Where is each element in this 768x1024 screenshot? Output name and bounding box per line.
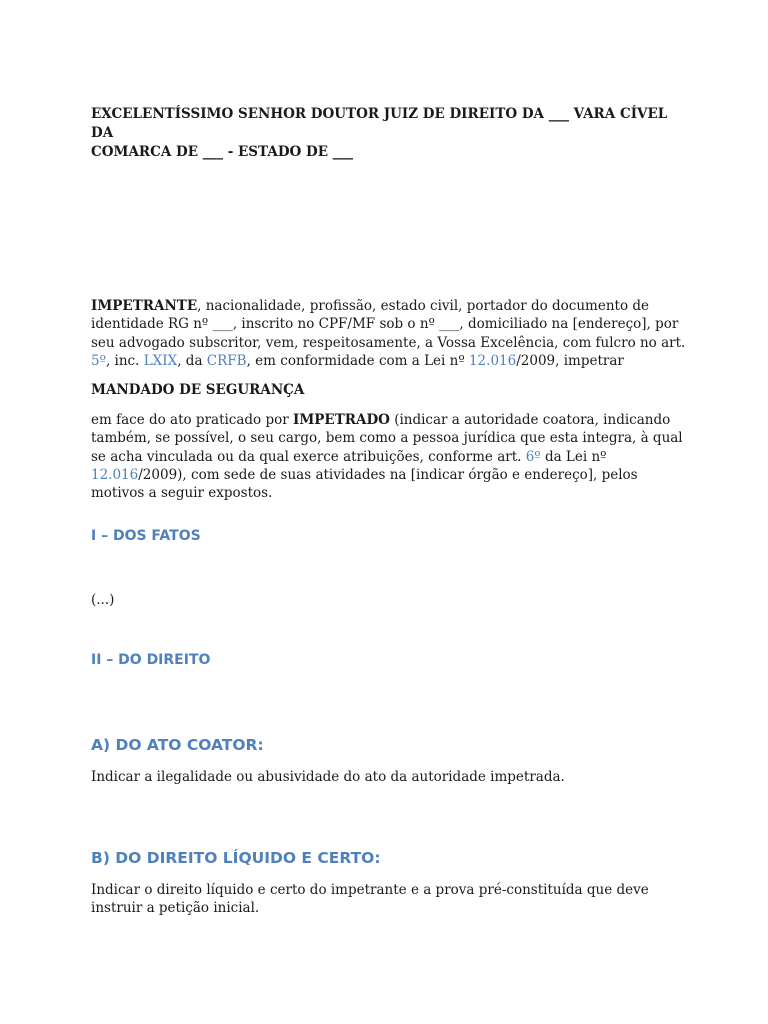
link-lei-12016[interactable]: 12.016 bbox=[468, 352, 517, 369]
against-paragraph bbox=[91, 411, 691, 502]
action-title: MANDADO DE SEGURANÇA bbox=[91, 382, 305, 398]
link-inc-lxix[interactable]: LXIX bbox=[143, 352, 178, 369]
qualification-text-a: , nacionalidade, profissão, estado civil, portador do documento de identidade RG nº ___, inscrito no CPF/MF sob o nº ___, domiciliado na [endereço], por seu advogado subscritor, vem, respeitosamente, a Vossa Excelência, com fulcro no art. bbox=[91, 298, 686, 351]
against-text-b: (indicar a autoridade coatora, indicando também, se possível, o seu cargo, bem como a pessoa jurídica que esta integra, à qual se acha vinculada ou da qual exerce atribuições, conforme art. bbox=[91, 412, 683, 465]
section-heading-law: II – DO DIREITO bbox=[91, 652, 211, 668]
impetrante-label: IMPETRANTE bbox=[91, 298, 198, 314]
qualification-paragraph bbox=[91, 297, 691, 370]
subsection-heading-act: A) DO ATO COATOR: bbox=[91, 736, 264, 754]
qualification-text-e: /2009, impetrar bbox=[516, 352, 624, 369]
against-text-c: da Lei nº bbox=[540, 448, 607, 465]
link-art-5[interactable]: 5º bbox=[91, 352, 106, 369]
against-text-a: em face do ato praticado por bbox=[91, 412, 293, 428]
section-heading-facts: I – DOS FATOS bbox=[91, 528, 201, 544]
link-art-6[interactable]: 6º bbox=[525, 448, 541, 465]
addressee-line-1: EXCELENTÍSSIMO SENHOR DOUTOR JUIZ DE DIREITO DA ___ VARA CÍVEL DA bbox=[91, 106, 668, 141]
facts-body: (...) bbox=[91, 592, 115, 608]
right-body: Indicar o direito líquido e certo do impetrante e a prova pré-constituída que deve instruir a petição inicial. bbox=[91, 882, 649, 917]
act-body: Indicar a ilegalidade ou abusividade do ato da autoridade impetrada. bbox=[91, 769, 565, 785]
qualification-text-d: , em conformidade com a Lei nº bbox=[246, 352, 469, 369]
addressee-header bbox=[91, 105, 691, 162]
subsection-heading-right: B) DO DIREITO LÍQUIDO E CERTO: bbox=[91, 849, 381, 867]
against-text-d: /2009), com sede de suas atividades na [indicar órgão e endereço], pelos motivos a seguir expostos. bbox=[91, 466, 638, 502]
link-lei-12016-2[interactable]: 12.016 bbox=[91, 466, 139, 483]
qualification-text-b: , inc. bbox=[105, 352, 144, 369]
addressee-line-2: COMARCA DE ___ - ESTADO DE ___ bbox=[91, 144, 353, 160]
qualification-text-c: , da bbox=[177, 352, 207, 369]
impetrado-label: IMPETRADO bbox=[293, 412, 390, 428]
link-crfb[interactable]: CRFB bbox=[206, 352, 247, 369]
